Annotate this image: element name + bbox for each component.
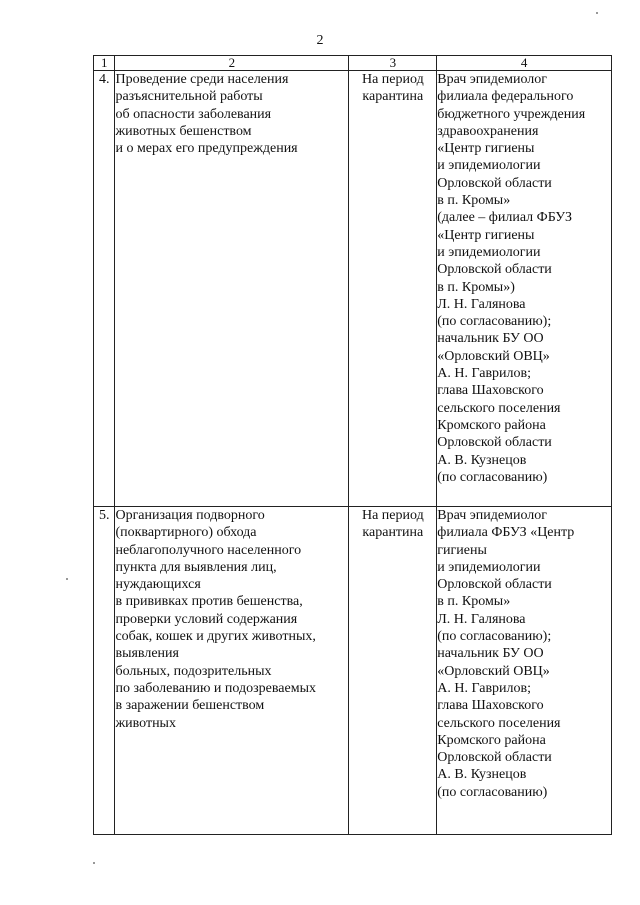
execution-period: [349, 71, 437, 507]
text-line: сельского поселения: [437, 715, 561, 731]
column-number-1: 1: [94, 56, 115, 71]
text-line: филиала федерального: [437, 89, 574, 105]
text-line: «Центр гигиены: [437, 227, 535, 243]
text-line: Кромского района: [437, 732, 546, 748]
text-line: «Орловский ОВЦ»: [437, 348, 550, 364]
text-line: животных: [115, 715, 176, 731]
text-line: выявления: [115, 646, 179, 662]
text-line: и эпидемиологии: [437, 158, 541, 174]
table-header-row: [94, 56, 612, 71]
text-line: карантина: [362, 89, 424, 105]
text-line: Кромского района: [437, 417, 546, 433]
text-line: Орловской области: [437, 262, 552, 278]
text-line: (по согласованию): [437, 784, 548, 800]
measures-table: [93, 55, 612, 835]
text-line: по заболеванию и подозреваемых: [115, 680, 316, 696]
text-line: в п. Кромы»: [437, 193, 511, 209]
text-line: животных бешенством: [115, 123, 252, 139]
text-line: «Орловский ОВЦ»: [437, 663, 550, 679]
responsible-persons: [437, 507, 612, 835]
scan-speck: [66, 578, 68, 580]
text-line: в п. Кромы»: [437, 594, 511, 610]
scan-speck: [93, 862, 95, 864]
row-number: 5.: [94, 507, 115, 835]
text-line: сельского поселения: [437, 400, 561, 416]
text-line: Орловской области: [437, 175, 552, 191]
text-line: проверки условий содержания: [115, 611, 298, 627]
text-line: бюджетного учреждения: [437, 106, 586, 122]
text-line: А. В. Кузнецов: [437, 452, 527, 468]
table-row: [94, 71, 612, 507]
text-line: начальник БУ ОО: [437, 331, 544, 347]
text-line: Орловской области: [437, 750, 552, 766]
text-line: гигиены: [437, 542, 487, 558]
text-line: (по согласованию): [437, 469, 548, 485]
column-number-3: 3: [349, 56, 437, 71]
text-line: (далее – филиал ФБУЗ: [437, 210, 573, 226]
text-line: Л. Н. Галянова: [437, 611, 526, 627]
text-line: На период: [361, 508, 424, 523]
text-line: глава Шаховского: [437, 698, 544, 714]
measure-description: [115, 71, 349, 507]
text-line: Врач эпидемиолог: [437, 508, 548, 523]
responsible-persons: [437, 71, 612, 507]
text-line: А. Н. Гаврилов;: [437, 366, 532, 382]
text-line: филиала ФБУЗ «Центр: [437, 525, 575, 541]
text-line: глава Шаховского: [437, 383, 544, 399]
execution-period: [349, 507, 437, 835]
text-line: На период: [361, 72, 424, 87]
text-line: неблагополучного населенного: [115, 542, 302, 558]
text-line: и эпидемиологии: [437, 559, 541, 575]
text-line: больных, подозрительных: [115, 663, 272, 679]
text-line: начальник БУ ОО: [437, 646, 544, 662]
column-number-4: 4: [437, 56, 612, 71]
text-line: об опасности заболевания: [115, 106, 272, 122]
column-number-2: 2: [115, 56, 349, 71]
text-line: собак, кошек и других животных,: [115, 629, 316, 645]
text-line: Орловской области: [437, 435, 552, 451]
text-line: «Центр гигиены: [437, 141, 535, 157]
text-line: (по согласованию);: [437, 629, 552, 645]
page-number: 2: [316, 33, 324, 48]
text-line: (поквартирного) обхода: [115, 525, 257, 541]
text-line: Проведение среди населения: [115, 72, 289, 87]
text-line: здравоохранения: [437, 123, 539, 139]
text-line: Организация подворного: [115, 508, 265, 523]
text-line: разъяснительной работы: [115, 89, 263, 105]
text-line: и о мерах его предупреждения: [115, 141, 298, 157]
text-line: Орловской области: [437, 577, 552, 593]
text-line: А. Н. Гаврилов;: [437, 680, 532, 696]
scan-speck: [596, 12, 598, 14]
text-line: (по согласованию);: [437, 314, 552, 330]
row-number: 4.: [94, 71, 115, 507]
text-line: нуждающихся: [115, 577, 201, 593]
text-line: пункта для выявления лиц,: [115, 559, 277, 575]
text-line: карантина: [362, 525, 424, 541]
text-line: в п. Кромы»): [437, 279, 515, 295]
text-line: Врач эпидемиолог: [437, 72, 548, 87]
text-line: в заражении бешенством: [115, 698, 265, 714]
text-line: А. В. Кузнецов: [437, 767, 527, 783]
measure-description: [115, 507, 349, 835]
table-row: [94, 507, 612, 835]
text-line: Л. Н. Галянова: [437, 296, 526, 312]
text-line: в прививках против бешенства,: [115, 594, 303, 610]
text-line: и эпидемиологии: [437, 244, 541, 260]
